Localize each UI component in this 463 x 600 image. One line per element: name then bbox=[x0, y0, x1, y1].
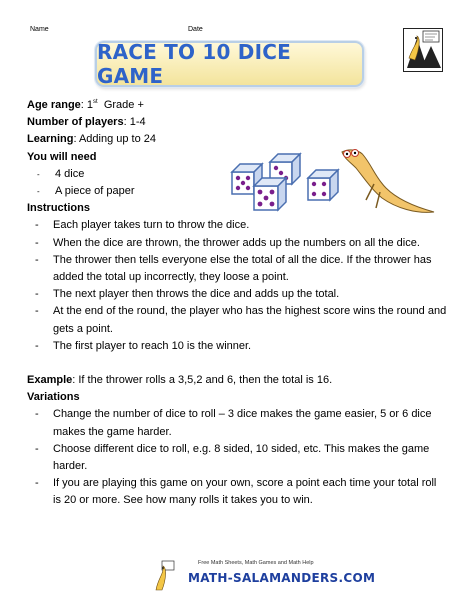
list-item: - The thrower then tells everyone else the total of all the dice. If the thrower has added the total up incorrectly, they loose a point. bbox=[27, 252, 447, 286]
list-item: - The next player then throws the dice and adds up the total. bbox=[27, 286, 447, 303]
list-item: - 4 dice bbox=[27, 166, 447, 183]
variations-list bbox=[27, 406, 447, 509]
age-range-line: Age range: 1st Grade + bbox=[27, 99, 144, 111]
footer-salamander-logo-icon bbox=[152, 560, 178, 592]
list-item: - Change the number of dice to roll – 3 dice makes the game easier, 5 or 6 dice makes the game harder. bbox=[27, 406, 447, 440]
needs-list bbox=[27, 166, 447, 200]
page-title: RACE TO 10 DICE GAME bbox=[97, 40, 291, 88]
date-label: Date bbox=[188, 26, 203, 33]
footer-branding bbox=[178, 558, 376, 592]
instructions-list bbox=[27, 217, 447, 355]
worksheet-body bbox=[27, 97, 447, 510]
list-item: - A piece of paper bbox=[27, 183, 447, 200]
example-line: Example: If the thrower rolls a 3,5,2 and 6, then the total is 16. bbox=[27, 374, 333, 387]
list-item: - When the dice are thrown, the thrower adds up the numbers on all the dice. bbox=[27, 235, 447, 252]
needs-heading: You will need bbox=[27, 150, 97, 163]
footer-brand: MATH-SALAMANDERS.COM bbox=[188, 571, 376, 585]
list-item: - At the end of the round, the player who has the highest score wins the round and gets a point. bbox=[27, 303, 447, 337]
salamander-logo-icon bbox=[403, 28, 443, 72]
list-item: - The first player to reach 10 is the winner. bbox=[27, 338, 447, 355]
footer-tagline: Free Math Sheets, Math Games and Math Help bbox=[198, 560, 314, 566]
list-item: - Each player takes turn to throw the dice. bbox=[27, 217, 447, 234]
name-label: Name bbox=[30, 26, 49, 33]
list-item: - If you are playing this game on your own, score a point each time your total roll is 20 or more. See how many rolls it takes you to win. bbox=[27, 475, 447, 509]
variations-heading: Variations bbox=[27, 391, 80, 404]
instructions-heading: Instructions bbox=[27, 202, 90, 215]
title-banner bbox=[95, 41, 364, 87]
learning-line: Learning: Adding up to 24 bbox=[27, 133, 157, 146]
list-item: - Choose different dice to roll, e.g. 8 sided, 10 sided, etc. This makes the game harder. bbox=[27, 441, 447, 475]
players-line: Number of players: 1-4 bbox=[27, 116, 146, 129]
